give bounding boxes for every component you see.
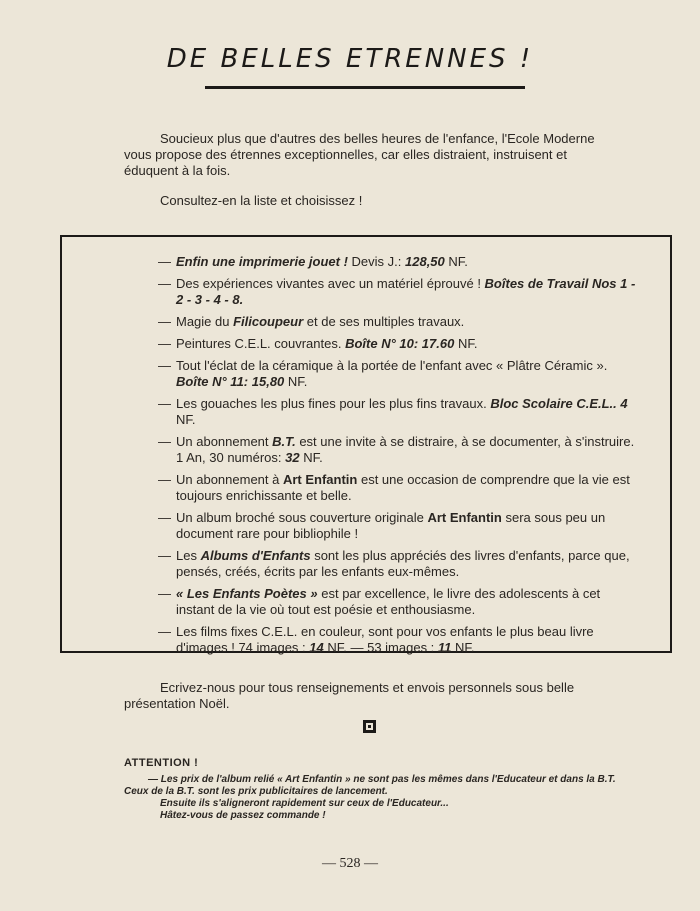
item-dash: — bbox=[158, 472, 171, 487]
attention-heading: ATTENTION ! bbox=[124, 757, 199, 769]
item-text: Un abonnement bbox=[176, 434, 273, 449]
offer-item bbox=[158, 510, 642, 542]
offer-item bbox=[158, 254, 642, 270]
item-dash: — bbox=[158, 254, 171, 269]
square-ornament-icon bbox=[363, 720, 376, 733]
item-text: Les bbox=[176, 548, 201, 563]
item-text: NF. bbox=[451, 640, 475, 655]
item-dash: — bbox=[158, 314, 171, 329]
item-text: 14 bbox=[309, 640, 324, 655]
item-text: NF. bbox=[299, 450, 323, 465]
item-text: Art Enfantin bbox=[282, 472, 358, 487]
offer-item bbox=[158, 624, 642, 656]
item-text: Boîte N° 10: 17.60 bbox=[345, 336, 455, 351]
offer-item bbox=[158, 336, 642, 352]
item-text: Un abonnement à bbox=[176, 472, 283, 487]
item-dash: — bbox=[158, 358, 171, 373]
item-text: Tout l'éclat de la céramique à la portée de l'enfant avec « Plâtre Céramic ». bbox=[176, 358, 608, 373]
item-text: et de ses multiples travaux. bbox=[303, 314, 465, 329]
item-text: Peintures C.E.L. couvrantes. bbox=[176, 336, 346, 351]
item-text: 128,50 bbox=[405, 254, 445, 269]
item-text: Un album broché sous couverture originale bbox=[176, 510, 428, 525]
item-text: Des expériences vivantes avec un matériel éprouvé ! bbox=[176, 276, 485, 291]
item-text: 11 bbox=[437, 640, 452, 655]
item-dash: — bbox=[158, 624, 171, 639]
item-text: NF. bbox=[444, 254, 468, 269]
contact-section bbox=[124, 680, 616, 712]
item-dash: — bbox=[158, 434, 171, 449]
offer-box bbox=[60, 235, 672, 653]
intro-paragraph: Soucieux plus que d'autres des belles heures de l'enfance, l'Ecole Moderne vous propose des étrennes exceptionnelles, car elles distraient, instruisent et éduquent à la fois. bbox=[124, 131, 595, 178]
contact-paragraph: Ecrivez-nous pour tous renseignements et envois personnels sous belle présentation Noël. bbox=[124, 680, 575, 711]
title-underline bbox=[205, 86, 525, 89]
item-dash: — bbox=[158, 276, 171, 291]
attention-note: — Les prix de l'album relié « Art Enfantin » ne sont pas les mêmes dans l'Educateur et dans la B.T. Ceux de la B.T. sont les prix publicitaires de lancement. bbox=[124, 774, 616, 797]
page-number: — 528 — bbox=[322, 856, 378, 871]
item-text: Art Enfantin bbox=[427, 510, 502, 525]
item-text: NF. — 53 images : bbox=[323, 640, 438, 655]
offer-item bbox=[158, 396, 642, 428]
item-text: NF. bbox=[176, 412, 196, 427]
item-text: est une occasion de comprendre que la vie est toujours enrichissante et belle. bbox=[176, 472, 630, 503]
item-dash: — bbox=[158, 396, 171, 411]
item-text: Magie du bbox=[176, 314, 234, 329]
item-text: B.T. bbox=[272, 434, 296, 449]
item-dash: — bbox=[158, 586, 171, 601]
item-text: est par excellence, le livre des adolescents à cet instant de la vie où tout est poésie et enthousiasme. bbox=[176, 586, 601, 617]
offer-item bbox=[158, 586, 642, 618]
offer-item bbox=[158, 472, 642, 504]
item-text: sera sous peu un document rare pour bibliophile ! bbox=[176, 510, 606, 541]
offer-list bbox=[158, 254, 642, 662]
item-dash: — bbox=[158, 336, 171, 351]
item-text: Boîte N° 11: 15,80 bbox=[176, 374, 285, 389]
offer-item bbox=[158, 434, 642, 466]
item-text: NF. bbox=[284, 374, 308, 389]
item-text: Bloc Scolaire C.E.L.. 4 bbox=[490, 396, 628, 411]
attention-notes bbox=[124, 774, 616, 822]
attention-note: Ensuite ils s'aligneront rapidement sur ceux de l'Educateur... bbox=[160, 798, 449, 809]
item-text: Filicoupeur bbox=[233, 314, 304, 329]
item-text: Boîtes de Travail Nos 1 - 2 - 3 - 4 - 8. bbox=[176, 276, 636, 307]
item-text: Devis J.: bbox=[347, 254, 405, 269]
item-text: NF. bbox=[454, 336, 478, 351]
item-text: Les films fixes C.E.L. en couleur, sont pour vos enfants le plus beau livre d'images ! 74 images : bbox=[176, 624, 594, 655]
offer-item bbox=[158, 358, 642, 390]
item-dash: — bbox=[158, 548, 171, 563]
item-text: sont les plus appréciés des livres d'enfants, parce que, pensés, créés, écrits par les enfants eux-mêmes. bbox=[176, 548, 630, 579]
item-text: est une invite à se distraire, à se documenter, à s'instruire. 1 An, 30 numéros: bbox=[176, 434, 635, 465]
intro-call-to-action: Consultez-en la liste et choisissez ! bbox=[160, 193, 363, 208]
item-text: Les gouaches les plus fines pour les plus fins travaux. bbox=[176, 396, 491, 411]
offer-item bbox=[158, 548, 642, 580]
item-text: Enfin une imprimerie jouet ! bbox=[176, 254, 348, 269]
attention-note: Hâtez-vous de passez commande ! bbox=[160, 810, 326, 821]
item-dash: — bbox=[158, 510, 171, 525]
item-text: Albums d'Enfants bbox=[200, 548, 311, 563]
offer-item bbox=[158, 276, 642, 308]
offer-item bbox=[158, 314, 642, 330]
page-title: DE BELLES ETRENNES ! bbox=[166, 44, 534, 74]
intro-section bbox=[124, 131, 616, 209]
item-text: 32 bbox=[285, 450, 300, 465]
item-text: « Les Enfants Poètes » bbox=[176, 586, 318, 601]
